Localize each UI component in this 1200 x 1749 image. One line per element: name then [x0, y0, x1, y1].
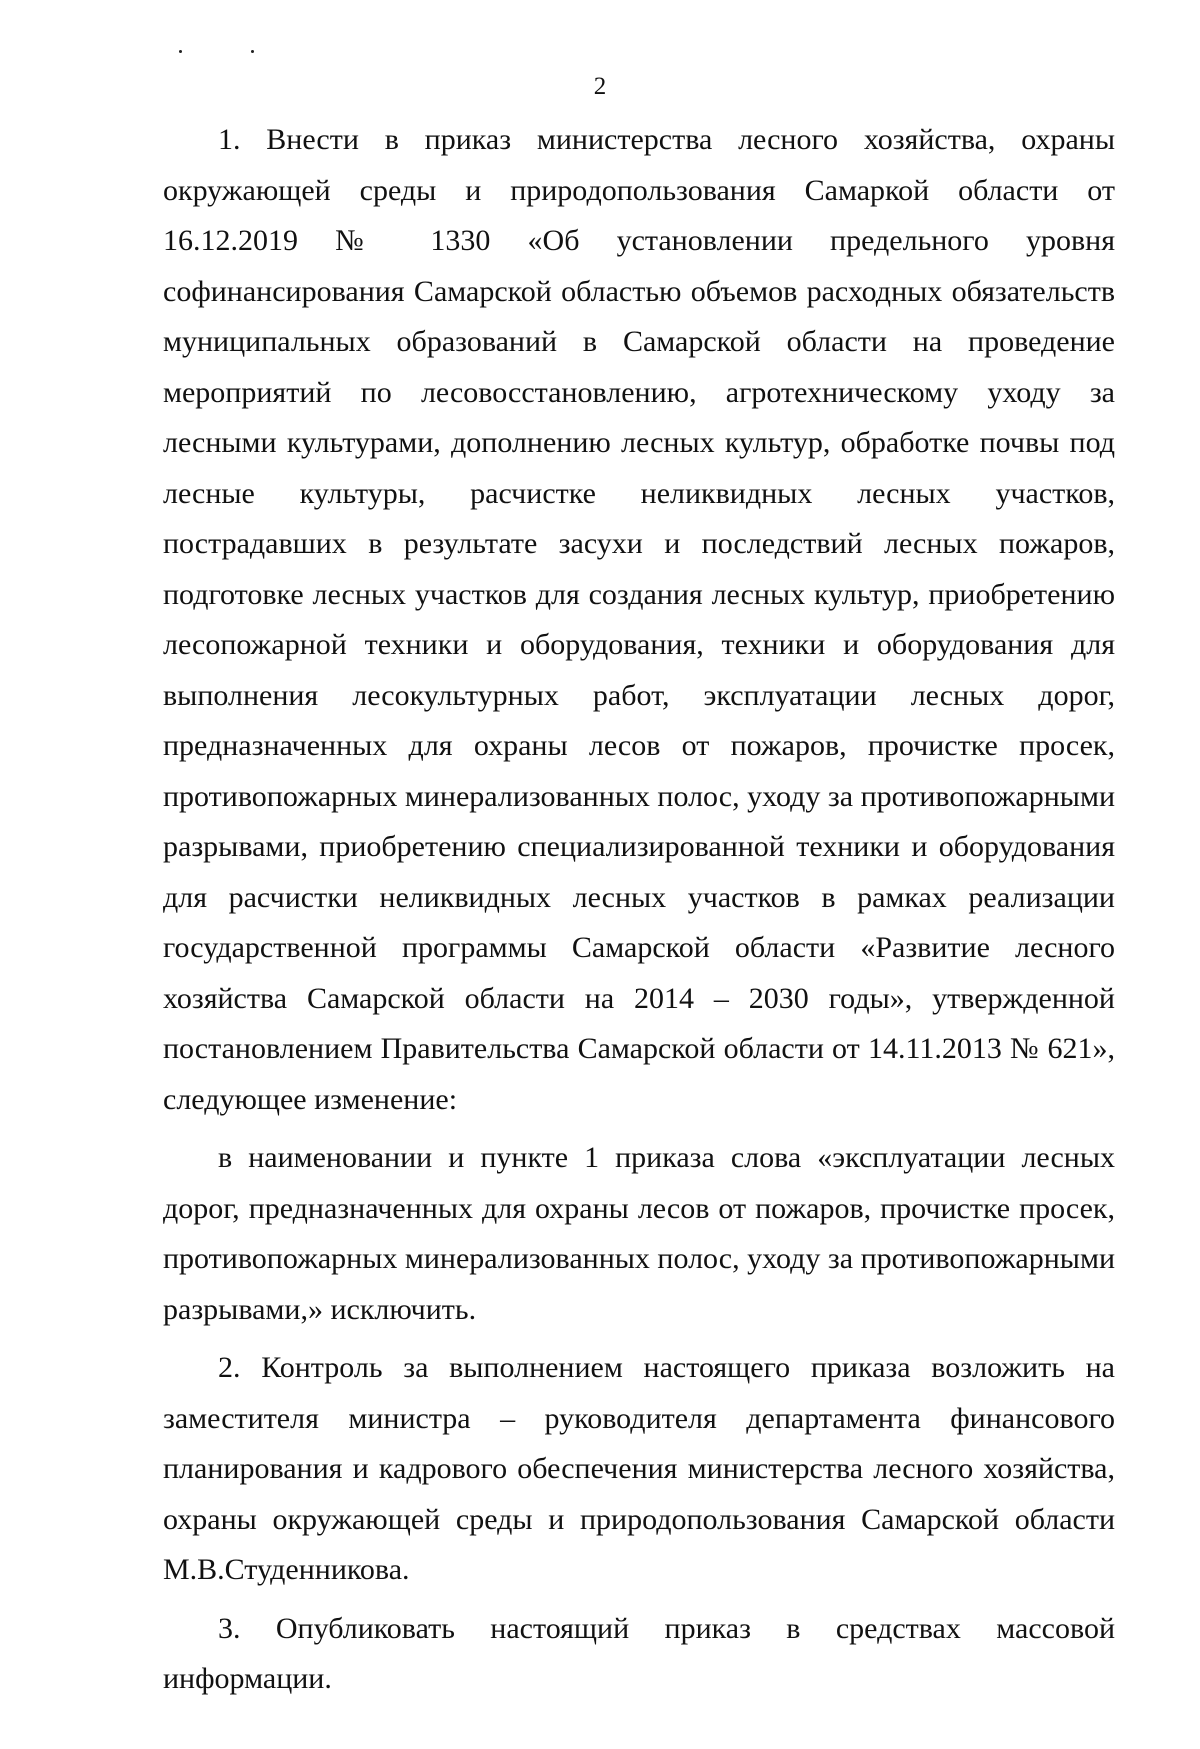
document-body	[163, 115, 1115, 1705]
page-number: 2	[593, 73, 607, 100]
scan-mark	[179, 50, 182, 53]
paragraph-3-publish: 3. Опубликовать настоящий приказ в средствах массовой информации.	[163, 1611, 1115, 1695]
paragraph-1-amendment: 1. Внести в приказ министерства лесного хозяйства, охраны окружающей среды и природопользования Самаркой области от 16.12.2019 № 1330 «Об установлении предельного уровня софинансирования Самарской областью объемов расходных обязательств муниципальных образований в Самарской области на проведение мероприятий по лесовосстановлению, агротехническому уходу за лесными культурами, дополнению лесных культур, обработке почвы под лесные культуры, расчистке неликвидных лесных участков, пострадавших в результате засухи и последствий лесных пожаров, подготовке лесных участков для создания лесных культур, приобретению лесопожарной техники и оборудования, техники и оборудования для выполнения лесокультурных работ, эксплуатации лесных дорог, предназначенных для охраны лесов от пожаров, прочистке просек, противопожарных минерализованных полос, уходу за противопожарными разрывами, приобретению специализированной техники и оборудования для расчистки неликвидных лесных участков в рамках реализации государственной программы Самарской области «Развитие лесного хозяйства Самарской области на 2014 – 2030 годы», утвержденной постановлением Правительства Самарской области от 14.11.2013 № 621», следующее изменение:	[163, 123, 1115, 1116]
paragraph-2-control: 2. Контроль за выполнением настоящего приказа возложить на заместителя министра – руководителя департамента финансового планирования и кадрового обеспечения министерства лесного хозяйства, охраны окружающей среды и природопользования Самарской области М.В.Студенникова.	[163, 1351, 1115, 1586]
scan-mark	[251, 50, 254, 53]
paragraph-wording-change: в наименовании и пункте 1 приказа слова «эксплуатации лесных дорог, предназначенных для охраны лесов от пожаров, прочистке просек, противопожарных минерализованных полос, уходу за противопожарными разрывами,» исключить.	[163, 1141, 1115, 1326]
